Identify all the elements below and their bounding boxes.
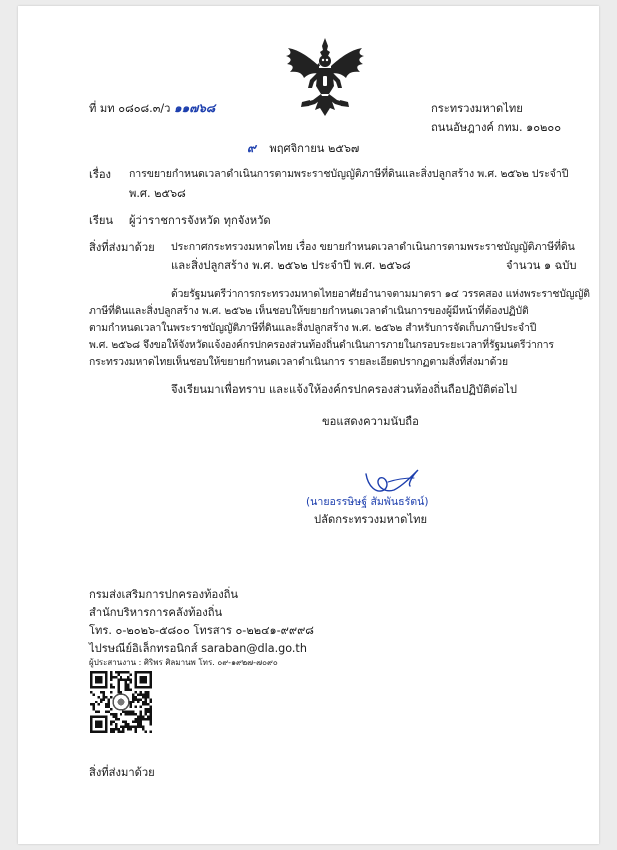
qr-code [90,671,152,733]
footer-coordinator: ผู้ประสานงาน : ศิริพร ศิลมานพ โทร. ๐๙-๑๙๒๗-๗๐๙๐ [89,658,278,667]
body-paragraph-1-line-3: ตามกำหนดเวลาในพระราชบัญญัติภาษีที่ดินและสิ่งปลูกสร้าง พ.ศ. ๒๕๖๒ สำหรับการจัดเก็บภาษีประจำปี [89,322,537,334]
reference-number-prefix: ที่ มท ๐๘๐๘.๓/ว [89,102,171,115]
footer-department: กรมส่งเสริมการปกครองท้องถิ่น [89,588,239,601]
body-paragraph-1-line-2: ภาษีที่ดินและสิ่งปลูกสร้าง พ.ศ. ๒๕๖๒ เห็นชอบให้ขยายกำหนดเวลาดำเนินการของผู้มีหน้าที่ต้องปฏิบัติ [89,305,529,317]
body-paragraph-1-line-5: กระทรวงมหาดไทยเห็นชอบให้ขยายกำหนดเวลาดำเนินการ รายละเอียดปรากฏตามสิ่งที่ส่งมาด้วย [89,356,508,368]
reference-number-handwritten: ๑๑๗๖๘ [173,101,216,115]
recipient-text: ผู้ว่าราชการจังหวัด ทุกจังหวัด [129,214,271,227]
footer-division: สำนักบริหารการคลังท้องถิ่น [89,606,223,619]
closing-salutation: ขอแสดงความนับถือ [322,415,419,428]
subject-line-2: พ.ศ. ๒๕๖๘ [129,187,186,200]
body-paragraph-1-line-4: พ.ศ. ๒๕๖๘ จึงขอให้จังหวัดแจ้งองค์กรปกครองส่วนท้องถิ่นดำเนินการภายในกรอบระยะเวลาที่รัฐมนตรีว่าการ [89,339,554,351]
body-paragraph-2: จึงเรียนมาเพื่อทราบ และแจ้งให้องค์กรปกครองส่วนท้องถิ่นถือปฏิบัติต่อไป [171,383,518,396]
ministry-name: กระทรวงมหาดไทย [431,102,523,115]
subject-line-1: การขยายกำหนดเวลาดำเนินการตามพระราชบัญญัติภาษีที่ดินและสิ่งปลูกสร้าง พ.ศ. ๒๕๖๒ ประจำปี [129,168,569,180]
date-day-handwritten: ๙ [247,141,256,155]
enclosure-label: สิ่งที่ส่งมาด้วย [89,241,155,254]
recipient-label: เรียน [89,214,114,227]
ministry-address: ถนนอัษฎางค์ กทม. ๑๐๒๐๐ [431,121,562,134]
reference-number [89,102,215,115]
footer-email: ไปรษณีย์อิเล็กทรอนิกส์ saraban@dla.go.th [89,642,307,655]
garuda-emblem-icon [282,36,368,122]
enclosure-quantity: จำนวน ๑ ฉบับ [506,259,577,272]
footer-enclosure-note: สิ่งที่ส่งมาด้วย [89,766,155,779]
signer-name: (นายอรรษิษฐ์ สัมพันธรัตน์) [306,496,429,508]
enclosure-line-1: ประกาศกระทรวงมหาดไทย เรื่อง ขยายกำหนดเวลาดำเนินการตามพระราชบัญญัติภาษีที่ดิน [171,241,575,253]
signer-position: ปลัดกระทรวงมหาดไทย [314,513,427,526]
body-paragraph-1-line-1: ด้วยรัฐมนตรีว่าการกระทรวงมหาดไทยอาศัยอำนาจตามมาตรา ๑๔ วรรคสอง แห่งพระราชบัญญัติ [171,288,590,300]
enclosure-line-2: และสิ่งปลูกสร้าง พ.ศ. ๒๕๖๒ ประจำปี พ.ศ. ๒๕๖๘ [171,259,411,272]
date-month-year: พฤศจิกายน ๒๕๖๗ [269,142,360,155]
signature-image [358,464,428,498]
subject-label: เรื่อง [89,168,112,181]
document-page [18,6,599,844]
document-date [247,142,359,155]
footer-phone: โทร. ๐-๒๐๒๖-๕๘๐๐ โทรสาร ๐-๒๒๔๑-๙๙๙๘ [89,624,314,637]
